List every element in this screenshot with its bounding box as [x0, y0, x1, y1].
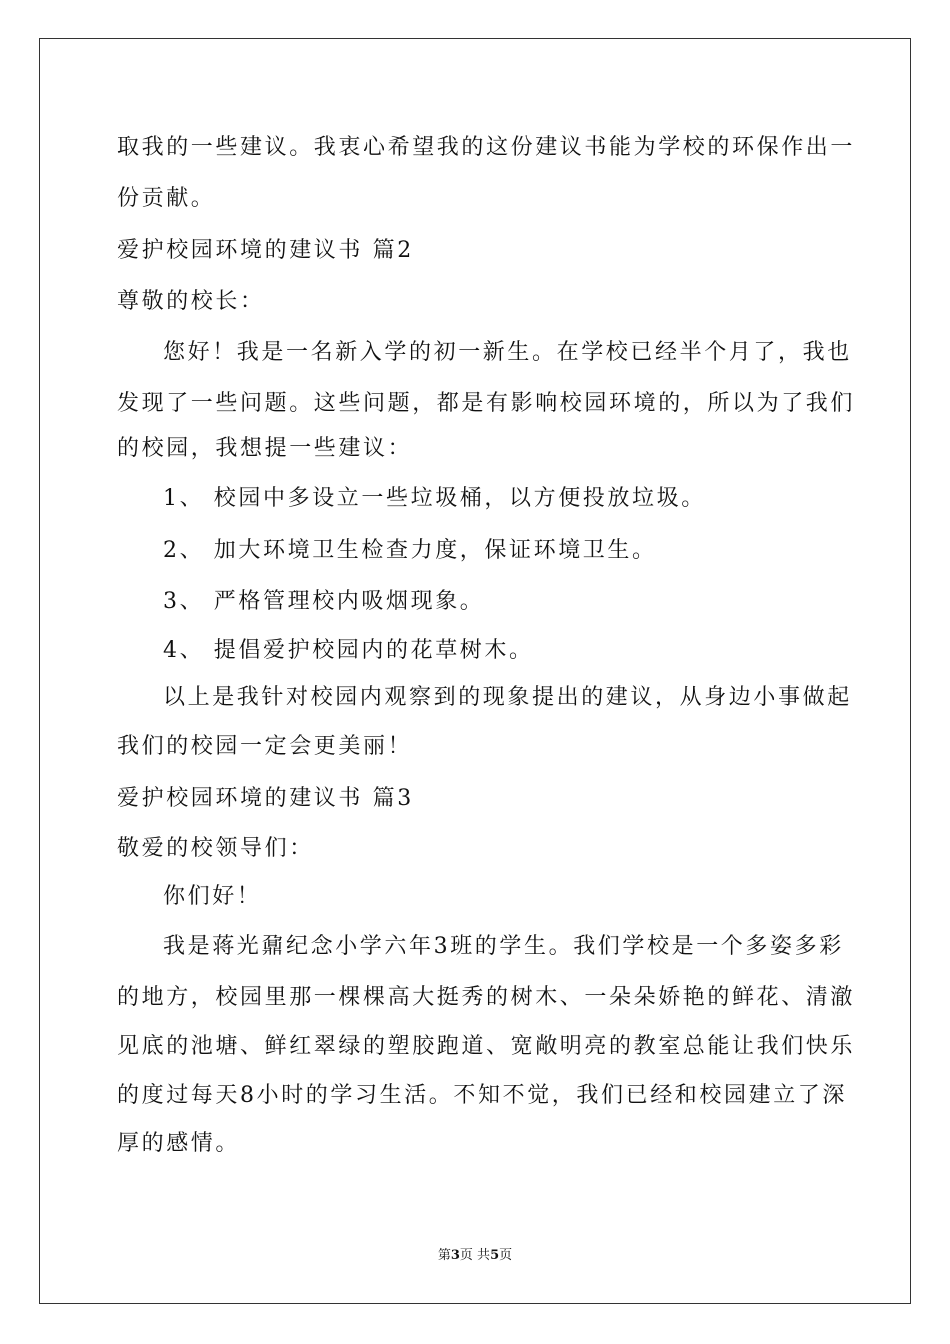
page-total: 5 [490, 1248, 500, 1263]
body-text-line: 我是蒋光鼐纪念小学六年3班的学生。我们学校是一个多姿多彩 [163, 934, 844, 959]
list-item: 2、 加大环境卫生检查力度，保证环境卫生。 [163, 538, 657, 563]
greeting: 你们好！ [163, 884, 262, 909]
salutation: 尊敬的校长： [117, 289, 265, 314]
page-number-footer [0, 1247, 950, 1265]
page-prefix: 第 [437, 1248, 451, 1263]
body-text-line: 见底的池塘、鲜红翠绿的塑胶跑道、宽敞明亮的教室总能让我们快乐 [117, 1034, 856, 1059]
list-item: 1、 校园中多设立一些垃圾桶，以方便投放垃圾。 [163, 486, 706, 511]
body-text-line: 份贡献。 [117, 186, 216, 211]
page-suffix: 页 [499, 1248, 513, 1263]
body-text-line: 您好！我是一名新入学的初一新生。在学校已经半个月了，我也 [163, 340, 852, 365]
body-text-line: 的校园，我想提一些建议： [117, 436, 413, 461]
section-heading: 爱护校园环境的建议书 篇2 [117, 238, 414, 263]
body-text-line: 取我的一些建议。我衷心希望我的这份建议书能为学校的环保作出一 [117, 135, 856, 160]
body-text-line: 的度过每天8小时的学习生活。不知不觉，我们已经和校园建立了深 [117, 1083, 847, 1108]
body-text-line: 厚的感情。 [117, 1131, 241, 1156]
page-mid: 页 共 [459, 1248, 491, 1263]
list-item: 4、 提倡爱护校园内的花草树木。 [163, 638, 534, 663]
list-item: 3、 严格管理校内吸烟现象。 [163, 589, 485, 614]
body-text-line: 我们的校园一定会更美丽！ [117, 734, 413, 759]
body-text-line: 以上是我针对校园内观察到的现象提出的建议，从身边小事做起 [163, 685, 852, 710]
page-current: 3 [450, 1248, 460, 1263]
section-heading: 爱护校园环境的建议书 篇3 [117, 786, 414, 811]
body-text-line: 发现了一些问题。这些问题，都是有影响校园环境的，所以为了我们 [117, 391, 856, 416]
salutation: 敬爱的校领导们： [117, 836, 314, 861]
body-text-line: 的地方，校园里那一棵棵高大挺秀的树木、一朵朵娇艳的鲜花、清澈 [117, 985, 856, 1010]
page-border [39, 38, 911, 1304]
